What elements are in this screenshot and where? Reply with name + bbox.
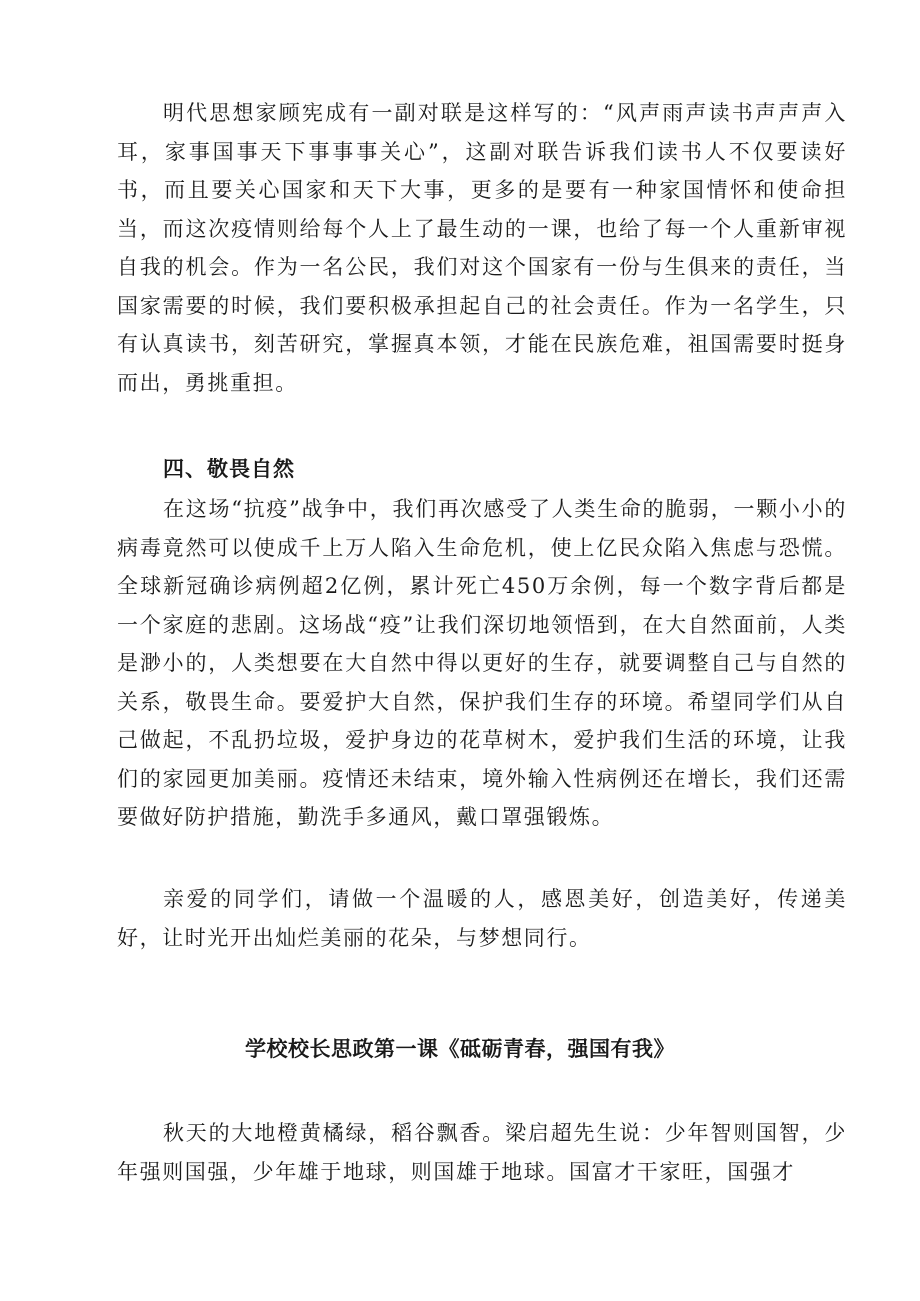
- section-heading: 四、敬畏自然: [163, 457, 295, 481]
- paragraph-couplet: 明代思想家顾宪成有一副对联是这样写的：“风声雨声读书声声声入耳，家事国事天下事事事关心”，这副对联告诉我们读书人不仅要读好书，而且要关心国家和天下大事，更多的是要有一种家国情怀和使命担当，而这次疫情则给每个人上了最生动的一课，也给了每一个人重新审视自我的机会。作为一名公民，我们对这个国家有一份与生俱来的责任，当国家需要的时候，我们要积极承担起自己的社会责任。作为一名学生，只有认真读书，刻苦研究，掌握真本领，才能在民族危难，祖国需要时挺身而出，勇挑重担。: [117, 101, 847, 395]
- paragraph-autumn: 秋天的大地橙黄橘绿，稻谷飘香。梁启超先生说：少年智则国智，少年强则国强，少年雄于地球，则国雄于地球。国富才干家旺，国强才: [117, 1121, 847, 1184]
- paragraph-closing: 亲爱的同学们，请做一个温暖的人，感恩美好，创造美好，传递美好，让时光开出灿烂美丽的花朵，与梦想同行。: [117, 887, 847, 950]
- paragraph-respect-nature: 在这场“抗疫”战争中，我们再次感受了人类生命的脆弱，一颗小小的病毒竟然可以使成千上万人陷入生命危机，使上亿民众陷入焦虑与恐慌。全球新冠确诊病例超2亿例，累计死亡450万余例，每一个数字背后都是一个家庭的悲剧。这场战“疫”让我们深切地领悟到，在大自然面前，人类是渺小的，人类想要在大自然中得以更好的生存，就要调整自己与自然的关系，敬畏生命。要爱护大自然，保护我们生存的环境。希望同学们从自己做起，不乱扔垃圾，爱护身边的花草树木，爱护我们生活的环境，让我们的家园更加美丽。疫情还未结束，境外输入性病例还在增长，我们还需要做好防护措施，勤洗手多通风，戴口罩强锻炼。: [117, 497, 847, 829]
- article-title: 学校校长思政第一课《砥砺青春，强国有我》: [245, 1037, 675, 1061]
